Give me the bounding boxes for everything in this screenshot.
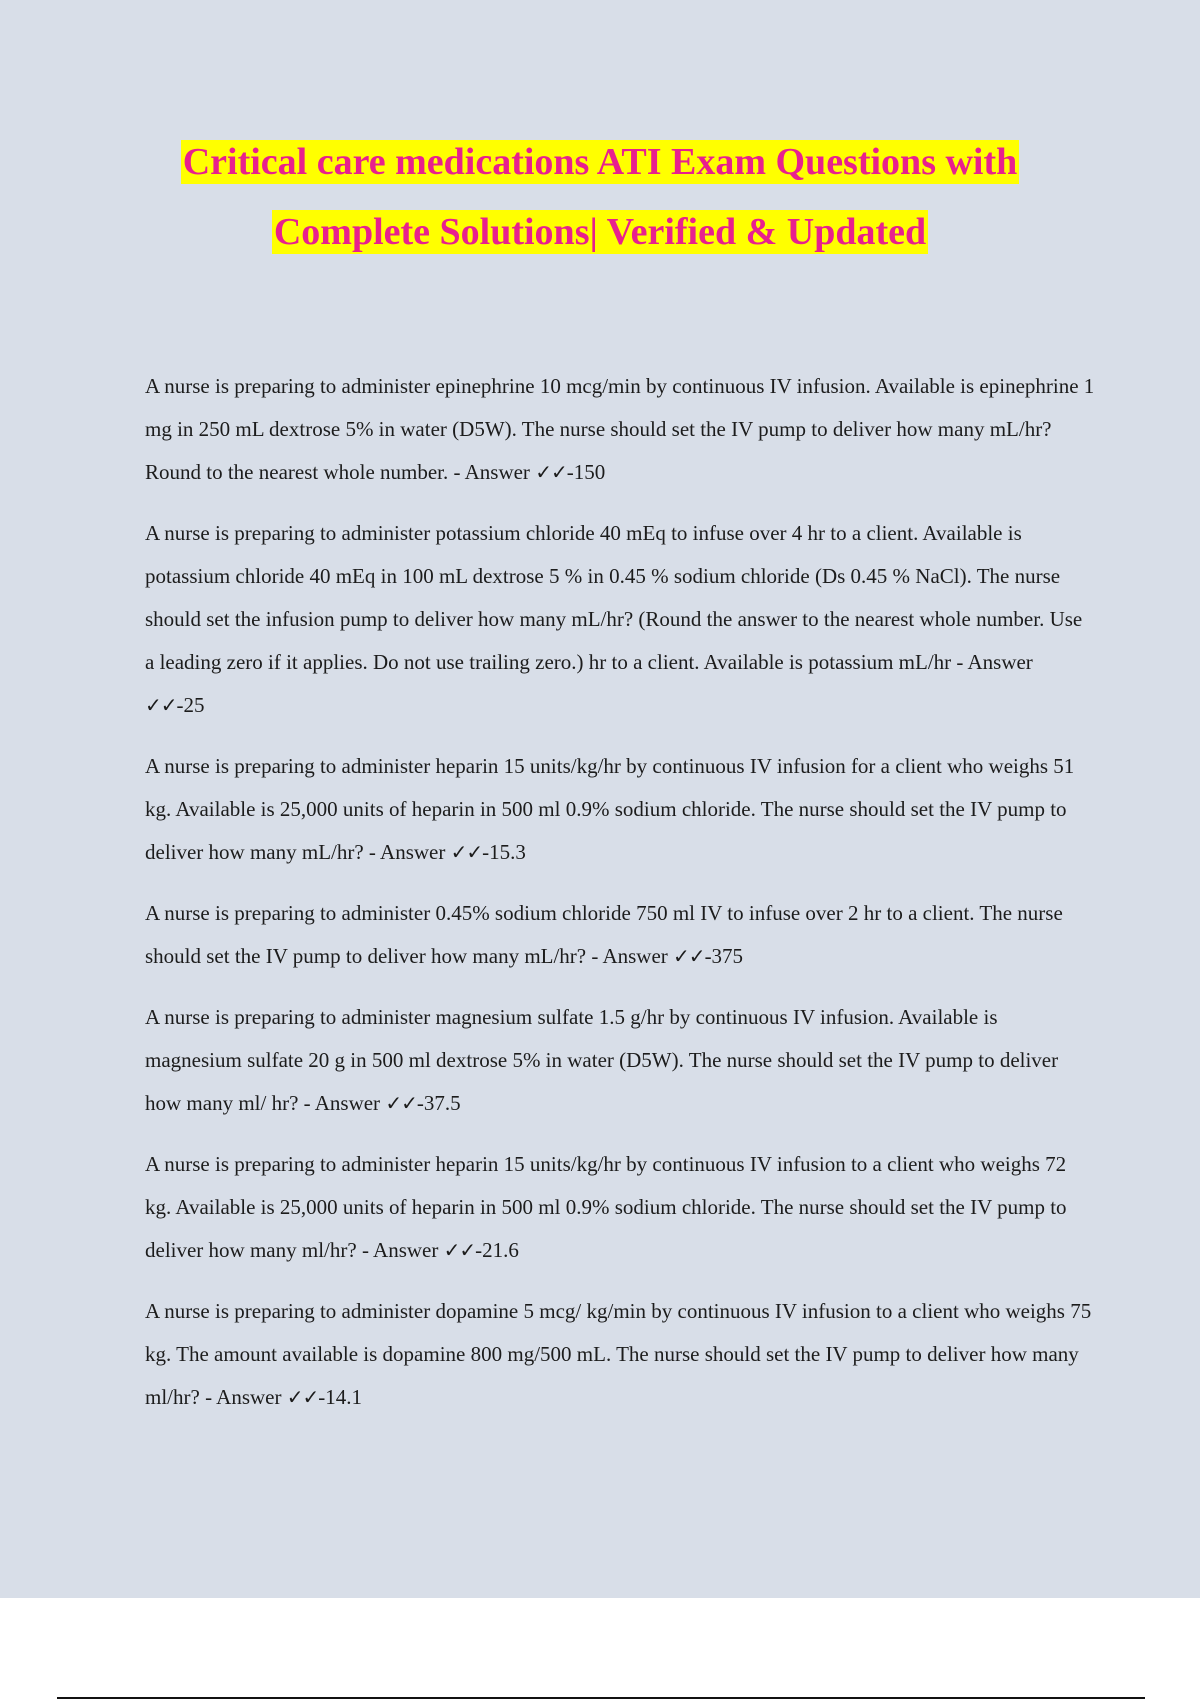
answer-value: -21.6	[475, 1238, 519, 1262]
title-line-2: Complete Solutions| Verified & Updated	[273, 211, 927, 253]
check-mark-icon: ✓✓	[673, 944, 705, 968]
question-text: A nurse is preparing to administer heparin 15 units/kg/hr by continuous IV infusion to a client who weighs 72 kg. Available is 25,000 units of heparin in 500 ml 0.9% sodium chloride. The nurse should set the IV pump to deliver how many ml/hr? -	[145, 1152, 1067, 1262]
answer-value: -15.3	[482, 840, 526, 864]
check-mark-icon: ✓✓	[450, 840, 483, 864]
question-text: A nurse is preparing to administer 0.45% sodium chloride 750 ml IV to infuse over 2 hr to a client. The nurse should set the IV pump to deliver how many mL/hr? -	[145, 901, 1063, 968]
check-mark-icon: ✓✓	[145, 693, 177, 717]
footer-divider	[57, 1697, 1145, 1699]
check-mark-icon: ✓✓	[443, 1238, 476, 1262]
answer-value: -14.1	[318, 1385, 362, 1409]
check-mark-icon: ✓✓	[286, 1385, 319, 1409]
question-text: A nurse is preparing to administer magnesium sulfate 1.5 g/hr by continuous IV infusion. Available is magnesium sulfate 20 g in 500 ml dextrose 5% in water (D5W). The nurse should set the IV pump to deliver how many ml/ hr? -	[145, 1005, 1059, 1115]
question-text: A nurse is preparing to administer dopamine 5 mcg/ kg/min by continuous IV infusion to a client who weighs 75 kg. The amount available is dopamine 800 mg/500 mL. The nurse should set the IV pump to deliver how many ml/hr? -	[145, 1299, 1092, 1409]
question-text: A nurse is preparing to administer potassium chloride 40 mEq to infuse over 4 hr to a client. Available is potassium chloride 40 mEq in 100 mL dextrose 5 % in 0.45 % sodium chloride (Ds 0.45 % NaCl). The nurse should set the infusion pump to deliver how many mL/hr? (Round the answer to the nearest whole number. Use a leading zero if it applies. Do not use trailing zero.) hr to a client. Available is potassium mL/hr -	[145, 521, 1083, 674]
question-item	[145, 745, 1095, 874]
answer-label: Answer	[380, 840, 446, 864]
question-item	[145, 512, 1095, 727]
check-mark-icon: ✓✓	[385, 1091, 417, 1115]
answer-label: Answer	[216, 1385, 282, 1409]
title-line-1: Critical care medications ATI Exam Questions with	[182, 141, 1018, 183]
answer-value: -25	[176, 693, 205, 717]
answer-label: Answer	[967, 650, 1033, 674]
question-item	[145, 892, 1095, 978]
question-text: A nurse is preparing to administer heparin 15 units/kg/hr by continuous IV infusion for a client who weighs 51 kg. Available is 25,000 units of heparin in 500 ml 0.9% sodium chloride. The nurse should set the IV pump to deliver how many mL/hr? -	[145, 754, 1075, 864]
answer-value: -37.5	[416, 1091, 461, 1115]
answer-label: Answer	[373, 1238, 439, 1262]
check-mark-icon: ✓✓	[535, 460, 567, 484]
question-item	[145, 1290, 1095, 1419]
question-text: A nurse is preparing to administer epinephrine 10 mcg/min by continuous IV infusion. Available is epinephrine 1 mg in 250 mL dextrose 5% in water (D5W). The nurse should set the IV pump to deliver how many mL/hr? Round to the nearest whole number. -	[145, 374, 1095, 484]
question-item	[145, 996, 1095, 1125]
answer-label: Answer	[602, 944, 668, 968]
question-item	[145, 365, 1095, 494]
answer-label: Answer	[464, 460, 530, 484]
document-title	[0, 140, 1200, 254]
answer-value: -375	[704, 944, 744, 968]
question-item	[145, 1143, 1095, 1272]
question-list	[145, 365, 1095, 1437]
answer-label: Answer	[314, 1091, 381, 1115]
answer-value: -150	[566, 460, 606, 484]
